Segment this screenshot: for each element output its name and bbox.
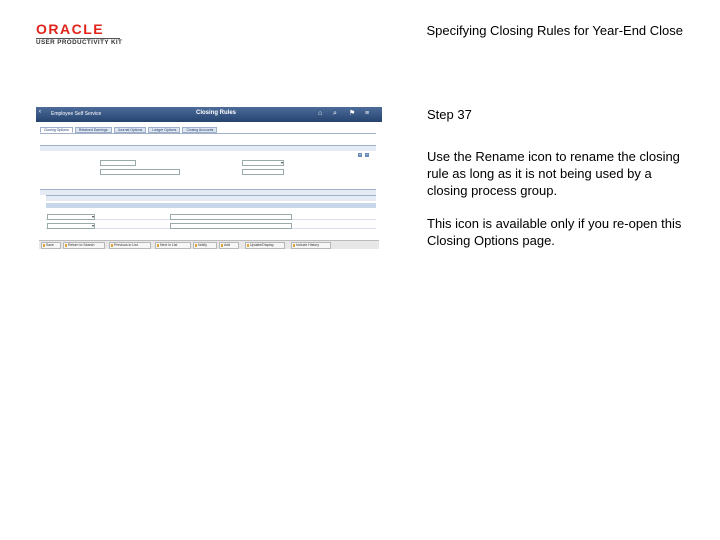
oracle-upk-logo: [36, 22, 128, 47]
next-in-list-button: Next in List: [155, 242, 191, 249]
app-header-bar: [36, 107, 382, 122]
grid-header: [46, 203, 376, 208]
status-select: [242, 160, 284, 166]
delete-row-icon: −: [365, 152, 369, 157]
add-button: Add: [219, 242, 239, 249]
application-screenshot: [36, 107, 382, 260]
description-field: [100, 169, 180, 175]
tab-journal-options: Journal Options: [114, 127, 147, 133]
table-row: [46, 223, 376, 229]
flag-icon: ⚑: [349, 110, 356, 117]
update-display-button: Update/Display: [245, 242, 285, 249]
default-retained-earnings-section: [46, 195, 376, 201]
include-history-button: Include History: [291, 242, 331, 249]
home-icon: ⌂: [318, 110, 323, 117]
ledger-template-field: [242, 169, 284, 175]
add-row-icon: +: [358, 152, 362, 157]
step-instruction: Use the Rename icon to rename the closing rule as long as it is not being used by a closing process group.: [427, 149, 680, 198]
menu-icon: ≡: [365, 110, 370, 117]
effective-date-field: [100, 160, 136, 166]
page-title: Closing Rules: [196, 110, 237, 116]
save-button: Save: [41, 242, 61, 249]
upk-wordmark: USER PRODUCTIVITY KIT: [36, 39, 123, 46]
app-title: Employee Self Service: [51, 111, 102, 117]
search-icon: ⌕: [333, 110, 337, 117]
previous-in-list-button: Previous in List: [109, 242, 151, 249]
document-title: Specifying Closing Rules for Year-End Close: [426, 23, 683, 38]
logo-divider: [36, 38, 120, 39]
table-row: [46, 214, 376, 220]
effective-date-section: [40, 145, 376, 151]
step-note: This icon is available only if you re-open this Closing Options page.: [427, 216, 682, 248]
step-number: Step 37: [427, 107, 472, 122]
tab-retained-earnings: Retained Earnings: [75, 127, 112, 133]
oracle-wordmark: ORACLE: [36, 21, 105, 37]
tab-ledger-options: Ledger Options: [148, 127, 180, 133]
back-arrow-icon: ‹: [39, 109, 41, 115]
tab-closing-accounts: Closing Accounts: [182, 127, 217, 133]
tab-closing-options: Closing Options: [40, 127, 73, 133]
tab-underline: [40, 133, 376, 134]
bottom-toolbar: [39, 240, 379, 249]
notify-button: Notify: [193, 242, 217, 249]
return-to-search-button: Return to Search: [63, 242, 105, 249]
